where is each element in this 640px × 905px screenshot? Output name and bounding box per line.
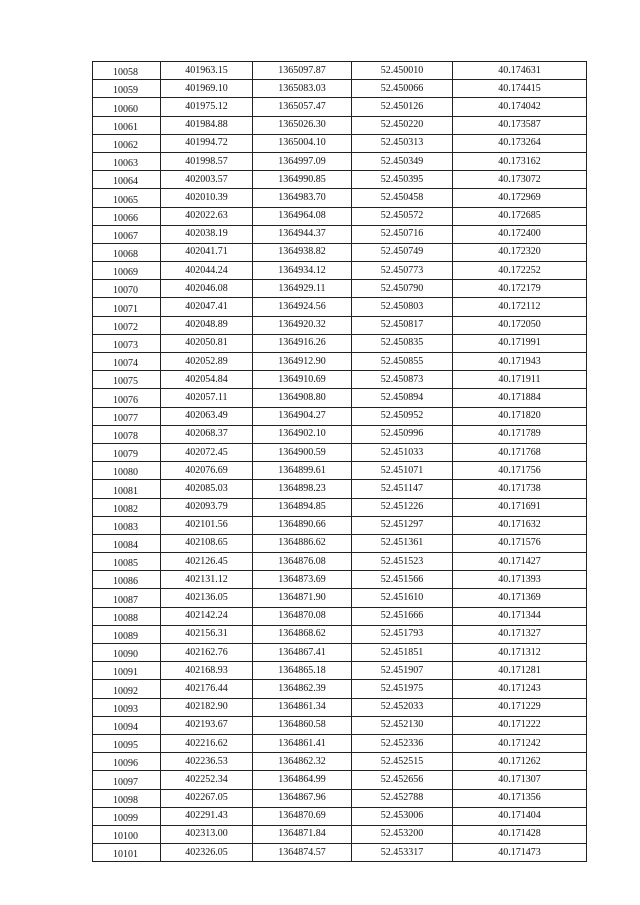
latitude-cell: 52.450716 [352, 225, 453, 243]
northing-cell: 1364876.08 [253, 553, 352, 571]
latitude-cell: 52.450817 [352, 316, 453, 334]
latitude-cell: 52.450894 [352, 389, 453, 407]
table-row [93, 134, 587, 152]
latitude-cell: 52.452788 [352, 789, 453, 807]
table-row [93, 534, 587, 552]
table-row [93, 753, 587, 771]
longitude-cell: 40.171428 [453, 825, 587, 843]
longitude-cell: 40.172685 [453, 207, 587, 225]
point-id-cell: 10083 [93, 516, 161, 534]
northing-cell: 1364900.59 [253, 443, 352, 461]
northing-cell: 1364868.62 [253, 625, 352, 643]
longitude-cell: 40.172252 [453, 262, 587, 280]
easting-cell: 402142.24 [161, 607, 253, 625]
longitude-cell: 40.171327 [453, 625, 587, 643]
northing-cell: 1364870.69 [253, 807, 352, 825]
easting-cell: 402156.31 [161, 625, 253, 643]
latitude-cell: 52.450952 [352, 407, 453, 425]
latitude-cell: 52.453317 [352, 844, 453, 862]
latitude-cell: 52.451523 [352, 553, 453, 571]
point-id-cell: 10078 [93, 425, 161, 443]
longitude-cell: 40.171222 [453, 716, 587, 734]
easting-cell: 402022.63 [161, 207, 253, 225]
latitude-cell: 52.451071 [352, 462, 453, 480]
longitude-cell: 40.171768 [453, 443, 587, 461]
table-row [93, 716, 587, 734]
point-id-cell: 10062 [93, 134, 161, 152]
latitude-cell: 52.450790 [352, 280, 453, 298]
longitude-cell: 40.171427 [453, 553, 587, 571]
longitude-cell: 40.171756 [453, 462, 587, 480]
northing-cell: 1364886.62 [253, 534, 352, 552]
easting-cell: 402093.79 [161, 498, 253, 516]
latitude-cell: 52.453006 [352, 807, 453, 825]
longitude-cell: 40.171884 [453, 389, 587, 407]
northing-cell: 1364871.90 [253, 589, 352, 607]
table-row [93, 389, 587, 407]
point-id-cell: 10085 [93, 553, 161, 571]
point-id-cell: 10059 [93, 80, 161, 98]
table-row [93, 80, 587, 98]
northing-cell: 1364861.41 [253, 734, 352, 752]
point-id-cell: 10097 [93, 771, 161, 789]
latitude-cell: 52.450458 [352, 189, 453, 207]
northing-cell: 1364902.10 [253, 425, 352, 443]
table-row [93, 171, 587, 189]
northing-cell: 1364964.08 [253, 207, 352, 225]
point-id-cell: 10071 [93, 298, 161, 316]
easting-cell: 401984.88 [161, 116, 253, 134]
northing-cell: 1364862.32 [253, 753, 352, 771]
latitude-cell: 52.451147 [352, 480, 453, 498]
table-row [93, 62, 587, 80]
easting-cell: 402038.19 [161, 225, 253, 243]
latitude-cell: 52.452130 [352, 716, 453, 734]
longitude-cell: 40.171943 [453, 353, 587, 371]
easting-cell: 402057.11 [161, 389, 253, 407]
latitude-cell: 52.453200 [352, 825, 453, 843]
longitude-cell: 40.172050 [453, 316, 587, 334]
table-row [93, 589, 587, 607]
latitude-cell: 52.450349 [352, 152, 453, 170]
latitude-cell: 52.451610 [352, 589, 453, 607]
longitude-cell: 40.171911 [453, 371, 587, 389]
table-row [93, 698, 587, 716]
table-row [93, 262, 587, 280]
latitude-cell: 52.450220 [352, 116, 453, 134]
latitude-cell: 52.450873 [352, 371, 453, 389]
table-row [93, 516, 587, 534]
longitude-cell: 40.174631 [453, 62, 587, 80]
northing-cell: 1365004.10 [253, 134, 352, 152]
easting-cell: 402041.71 [161, 243, 253, 261]
easting-cell: 401969.10 [161, 80, 253, 98]
longitude-cell: 40.172969 [453, 189, 587, 207]
point-id-cell: 10084 [93, 534, 161, 552]
table-row [93, 825, 587, 843]
table-row [93, 243, 587, 261]
easting-cell: 402313.00 [161, 825, 253, 843]
point-id-cell: 10077 [93, 407, 161, 425]
point-id-cell: 10100 [93, 825, 161, 843]
table-row [93, 353, 587, 371]
latitude-cell: 52.450835 [352, 334, 453, 352]
point-id-cell: 10079 [93, 443, 161, 461]
northing-cell: 1364929.11 [253, 280, 352, 298]
longitude-cell: 40.171243 [453, 680, 587, 698]
northing-cell: 1365097.87 [253, 62, 352, 80]
point-id-cell: 10080 [93, 462, 161, 480]
latitude-cell: 52.451297 [352, 516, 453, 534]
northing-cell: 1364861.34 [253, 698, 352, 716]
easting-cell: 402052.89 [161, 353, 253, 371]
longitude-cell: 40.171281 [453, 662, 587, 680]
latitude-cell: 52.450749 [352, 243, 453, 261]
point-id-cell: 10061 [93, 116, 161, 134]
easting-cell: 402136.05 [161, 589, 253, 607]
longitude-cell: 40.171691 [453, 498, 587, 516]
point-id-cell: 10101 [93, 844, 161, 862]
point-id-cell: 10065 [93, 189, 161, 207]
table-row [93, 98, 587, 116]
northing-cell: 1364864.99 [253, 771, 352, 789]
easting-cell: 402252.34 [161, 771, 253, 789]
northing-cell: 1364871.84 [253, 825, 352, 843]
latitude-cell: 52.450126 [352, 98, 453, 116]
latitude-cell: 52.452033 [352, 698, 453, 716]
point-id-cell: 10094 [93, 716, 161, 734]
northing-cell: 1364860.58 [253, 716, 352, 734]
point-id-cell: 10075 [93, 371, 161, 389]
latitude-cell: 52.450773 [352, 262, 453, 280]
longitude-cell: 40.171229 [453, 698, 587, 716]
easting-cell: 402046.08 [161, 280, 253, 298]
coordinates-table-body [93, 62, 587, 862]
easting-cell: 402101.56 [161, 516, 253, 534]
easting-cell: 402291.43 [161, 807, 253, 825]
table-row [93, 462, 587, 480]
longitude-cell: 40.171473 [453, 844, 587, 862]
northing-cell: 1364944.37 [253, 225, 352, 243]
easting-cell: 402054.84 [161, 371, 253, 389]
northing-cell: 1365057.47 [253, 98, 352, 116]
easting-cell: 401963.15 [161, 62, 253, 80]
point-id-cell: 10067 [93, 225, 161, 243]
coordinates-table [92, 61, 587, 862]
easting-cell: 402182.90 [161, 698, 253, 716]
table-row [93, 680, 587, 698]
longitude-cell: 40.174415 [453, 80, 587, 98]
northing-cell: 1364874.57 [253, 844, 352, 862]
longitude-cell: 40.171820 [453, 407, 587, 425]
table-row [93, 298, 587, 316]
northing-cell: 1364899.61 [253, 462, 352, 480]
northing-cell: 1364910.69 [253, 371, 352, 389]
point-id-cell: 10068 [93, 243, 161, 261]
latitude-cell: 52.451033 [352, 443, 453, 461]
longitude-cell: 40.171738 [453, 480, 587, 498]
easting-cell: 402085.03 [161, 480, 253, 498]
latitude-cell: 52.450855 [352, 353, 453, 371]
longitude-cell: 40.171991 [453, 334, 587, 352]
table-row [93, 316, 587, 334]
table-row [93, 371, 587, 389]
easting-cell: 401998.57 [161, 152, 253, 170]
easting-cell: 402216.62 [161, 734, 253, 752]
northing-cell: 1364912.90 [253, 353, 352, 371]
point-id-cell: 10099 [93, 807, 161, 825]
easting-cell: 402047.41 [161, 298, 253, 316]
longitude-cell: 40.171344 [453, 607, 587, 625]
latitude-cell: 52.451226 [352, 498, 453, 516]
easting-cell: 402010.39 [161, 189, 253, 207]
point-id-cell: 10092 [93, 680, 161, 698]
latitude-cell: 52.451361 [352, 534, 453, 552]
table-row [93, 662, 587, 680]
longitude-cell: 40.174042 [453, 98, 587, 116]
easting-cell: 402072.45 [161, 443, 253, 461]
easting-cell: 402076.69 [161, 462, 253, 480]
longitude-cell: 40.171307 [453, 771, 587, 789]
longitude-cell: 40.173587 [453, 116, 587, 134]
longitude-cell: 40.171632 [453, 516, 587, 534]
latitude-cell: 52.452515 [352, 753, 453, 771]
northing-cell: 1364894.85 [253, 498, 352, 516]
northing-cell: 1364934.12 [253, 262, 352, 280]
easting-cell: 402131.12 [161, 571, 253, 589]
latitude-cell: 52.451566 [352, 571, 453, 589]
northing-cell: 1364867.41 [253, 644, 352, 662]
easting-cell: 402063.49 [161, 407, 253, 425]
northing-cell: 1364870.08 [253, 607, 352, 625]
point-id-cell: 10082 [93, 498, 161, 516]
latitude-cell: 52.450066 [352, 80, 453, 98]
easting-cell: 402162.76 [161, 644, 253, 662]
latitude-cell: 52.451907 [352, 662, 453, 680]
easting-cell: 402326.05 [161, 844, 253, 862]
point-id-cell: 10087 [93, 589, 161, 607]
easting-cell: 401975.12 [161, 98, 253, 116]
table-row [93, 789, 587, 807]
table-row [93, 225, 587, 243]
point-id-cell: 10064 [93, 171, 161, 189]
point-id-cell: 10069 [93, 262, 161, 280]
northing-cell: 1364997.09 [253, 152, 352, 170]
point-id-cell: 10081 [93, 480, 161, 498]
latitude-cell: 52.450996 [352, 425, 453, 443]
table-row [93, 152, 587, 170]
latitude-cell: 52.451793 [352, 625, 453, 643]
northing-cell: 1364865.18 [253, 662, 352, 680]
table-row [93, 498, 587, 516]
northing-cell: 1365083.03 [253, 80, 352, 98]
easting-cell: 402267.05 [161, 789, 253, 807]
easting-cell: 402108.65 [161, 534, 253, 552]
latitude-cell: 52.451851 [352, 644, 453, 662]
latitude-cell: 52.450010 [352, 62, 453, 80]
point-id-cell: 10058 [93, 62, 161, 80]
northing-cell: 1364990.85 [253, 171, 352, 189]
point-id-cell: 10093 [93, 698, 161, 716]
northing-cell: 1364920.32 [253, 316, 352, 334]
table-row [93, 553, 587, 571]
point-id-cell: 10096 [93, 753, 161, 771]
longitude-cell: 40.173162 [453, 152, 587, 170]
table-row [93, 116, 587, 134]
latitude-cell: 52.451975 [352, 680, 453, 698]
table-row [93, 607, 587, 625]
table-row [93, 443, 587, 461]
longitude-cell: 40.171369 [453, 589, 587, 607]
table-row [93, 480, 587, 498]
northing-cell: 1365026.30 [253, 116, 352, 134]
easting-cell: 402050.81 [161, 334, 253, 352]
table-row [93, 280, 587, 298]
latitude-cell: 52.452336 [352, 734, 453, 752]
northing-cell: 1364908.80 [253, 389, 352, 407]
latitude-cell: 52.450395 [352, 171, 453, 189]
longitude-cell: 40.173072 [453, 171, 587, 189]
table-row [93, 844, 587, 862]
easting-cell: 402068.37 [161, 425, 253, 443]
table-row [93, 207, 587, 225]
easting-cell: 402003.57 [161, 171, 253, 189]
longitude-cell: 40.172400 [453, 225, 587, 243]
table-row [93, 771, 587, 789]
easting-cell: 402176.44 [161, 680, 253, 698]
table-row [93, 425, 587, 443]
northing-cell: 1364924.56 [253, 298, 352, 316]
table-row [93, 644, 587, 662]
point-id-cell: 10074 [93, 353, 161, 371]
easting-cell: 401994.72 [161, 134, 253, 152]
northing-cell: 1364898.23 [253, 480, 352, 498]
point-id-cell: 10076 [93, 389, 161, 407]
northing-cell: 1364916.26 [253, 334, 352, 352]
latitude-cell: 52.451666 [352, 607, 453, 625]
northing-cell: 1364890.66 [253, 516, 352, 534]
longitude-cell: 40.171262 [453, 753, 587, 771]
longitude-cell: 40.171789 [453, 425, 587, 443]
easting-cell: 402048.89 [161, 316, 253, 334]
northing-cell: 1364938.82 [253, 243, 352, 261]
point-id-cell: 10086 [93, 571, 161, 589]
northing-cell: 1364873.69 [253, 571, 352, 589]
point-id-cell: 10089 [93, 625, 161, 643]
longitude-cell: 40.172112 [453, 298, 587, 316]
table-row [93, 734, 587, 752]
table-row [93, 571, 587, 589]
longitude-cell: 40.172179 [453, 280, 587, 298]
table-row [93, 189, 587, 207]
latitude-cell: 52.450313 [352, 134, 453, 152]
point-id-cell: 10066 [93, 207, 161, 225]
latitude-cell: 52.450803 [352, 298, 453, 316]
easting-cell: 402236.53 [161, 753, 253, 771]
table-row [93, 807, 587, 825]
point-id-cell: 10072 [93, 316, 161, 334]
longitude-cell: 40.173264 [453, 134, 587, 152]
longitude-cell: 40.171404 [453, 807, 587, 825]
table-row [93, 407, 587, 425]
point-id-cell: 10060 [93, 98, 161, 116]
longitude-cell: 40.171393 [453, 571, 587, 589]
longitude-cell: 40.171242 [453, 734, 587, 752]
table-row [93, 625, 587, 643]
latitude-cell: 52.450572 [352, 207, 453, 225]
longitude-cell: 40.172320 [453, 243, 587, 261]
point-id-cell: 10098 [93, 789, 161, 807]
longitude-cell: 40.171312 [453, 644, 587, 662]
easting-cell: 402193.67 [161, 716, 253, 734]
northing-cell: 1364904.27 [253, 407, 352, 425]
northing-cell: 1364862.39 [253, 680, 352, 698]
easting-cell: 402168.93 [161, 662, 253, 680]
longitude-cell: 40.171576 [453, 534, 587, 552]
latitude-cell: 52.452656 [352, 771, 453, 789]
point-id-cell: 10063 [93, 152, 161, 170]
easting-cell: 402126.45 [161, 553, 253, 571]
northing-cell: 1364867.96 [253, 789, 352, 807]
northing-cell: 1364983.70 [253, 189, 352, 207]
point-id-cell: 10088 [93, 607, 161, 625]
easting-cell: 402044.24 [161, 262, 253, 280]
table-row [93, 334, 587, 352]
point-id-cell: 10095 [93, 734, 161, 752]
longitude-cell: 40.171356 [453, 789, 587, 807]
point-id-cell: 10073 [93, 334, 161, 352]
point-id-cell: 10070 [93, 280, 161, 298]
point-id-cell: 10090 [93, 644, 161, 662]
point-id-cell: 10091 [93, 662, 161, 680]
